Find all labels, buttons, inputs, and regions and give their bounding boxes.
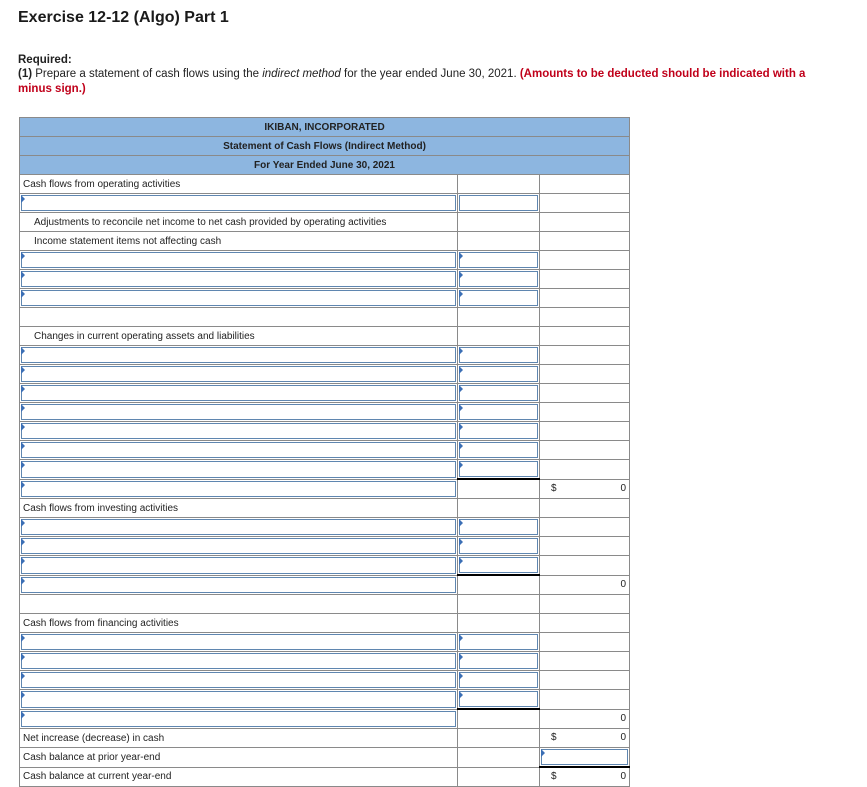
dropdown-marker-icon [459,442,463,450]
account-input[interactable] [20,422,458,441]
dropdown-marker-icon [21,366,25,374]
amount-input[interactable] [458,633,540,652]
amount-input[interactable] [458,403,540,422]
amount-input[interactable] [458,346,540,365]
dropdown-marker-icon [21,557,25,565]
dropdown-marker-icon [21,653,25,661]
dropdown-marker-icon [21,634,25,642]
page-title: Exercise 12-12 (Algo) Part 1 [18,9,229,26]
dropdown-marker-icon [21,347,25,355]
input-row [20,671,630,690]
dropdown-marker-icon [21,711,25,719]
dropdown-marker-icon [21,691,25,699]
amount-input[interactable] [458,537,540,556]
account-input[interactable] [20,270,458,289]
dropdown-marker-icon [459,271,463,279]
dropdown-marker-icon [541,749,545,757]
input-row [20,556,630,576]
input-row [20,403,630,422]
input-row [20,479,630,499]
amount-input[interactable] [458,652,540,671]
dropdown-marker-icon [459,461,463,469]
account-input[interactable] [20,556,458,576]
dropdown-marker-icon [459,366,463,374]
required-label: Required: [18,54,72,66]
net-change-label: Net increase (decrease) in cash [20,729,458,748]
dropdown-marker-icon [459,347,463,355]
adjustments-label: Adjustments to reconcile net income to net cash provided by operating activities [20,213,458,232]
dropdown-marker-icon [459,634,463,642]
changes-label: Changes in current operating assets and liabilities [20,327,458,346]
company-name: IKIBAN, INCORPORATED [20,118,630,137]
dropdown-marker-icon [459,672,463,680]
dropdown-marker-icon [459,423,463,431]
amount-input[interactable] [458,384,540,403]
dropdown-marker-icon [459,538,463,546]
required-text-2: for the year ended June 30, 2021. [340,68,520,80]
input-row [20,365,630,384]
account-input[interactable] [20,537,458,556]
dollar-sign: $ [551,732,557,743]
input-row [20,537,630,556]
dropdown-marker-icon [459,385,463,393]
account-input[interactable] [20,671,458,690]
dropdown-marker-icon [21,577,25,585]
account-input[interactable] [20,346,458,365]
amount-input[interactable] [458,690,540,710]
net-change-value: 0 [620,732,627,743]
ending-balance-value: 0 [620,771,627,782]
dropdown-marker-icon [21,290,25,298]
dollar-sign: $ [551,482,557,494]
input-row [20,709,630,729]
dropdown-marker-icon [21,461,25,469]
account-input[interactable] [20,194,458,213]
account-input[interactable] [20,479,458,499]
account-input[interactable] [20,652,458,671]
dropdown-marker-icon [21,519,25,527]
account-input[interactable] [20,289,458,308]
input-row [20,422,630,441]
amount-input[interactable] [458,289,540,308]
prior-balance-label: Cash balance at prior year-end [20,748,458,768]
operating-total [540,479,630,499]
required-note: (Amounts to be deducted should be indicated with a minus sign.) [18,68,806,95]
required-number: (1) [18,68,33,80]
financing-total-value: 0 [620,712,627,724]
input-row [20,652,630,671]
dropdown-marker-icon [21,404,25,412]
input-row [20,251,630,270]
dropdown-marker-icon [459,519,463,527]
amount-input[interactable] [458,671,540,690]
account-input[interactable] [20,384,458,403]
noncash-label: Income statement items not affecting cash [20,232,458,251]
dropdown-marker-icon [21,423,25,431]
prior-balance-input[interactable] [540,748,630,768]
operating-label: Cash flows from operating activities [20,175,458,194]
dropdown-marker-icon [459,404,463,412]
input-row [20,460,630,480]
ending-balance-label: Cash balance at current year-end [20,767,458,787]
amount-input[interactable] [458,441,540,460]
account-input[interactable] [20,633,458,652]
net-change-total [540,729,630,748]
account-input[interactable] [20,441,458,460]
account-input[interactable] [20,460,458,480]
amount-input[interactable] [458,556,540,576]
amount-input[interactable] [458,365,540,384]
cash-flow-statement [19,117,630,787]
dropdown-marker-icon [459,653,463,661]
dollar-sign: $ [551,771,557,782]
dropdown-marker-icon [21,538,25,546]
dropdown-marker-icon [21,481,25,489]
dropdown-marker-icon [21,385,25,393]
account-input[interactable] [20,709,458,729]
investing-total-value: 0 [620,578,627,590]
dropdown-marker-icon [21,195,25,203]
dropdown-marker-icon [459,557,463,565]
account-input[interactable] [20,575,458,595]
account-input[interactable] [20,403,458,422]
dropdown-marker-icon [459,290,463,298]
required-method: indirect method [262,68,341,80]
account-input[interactable] [20,251,458,270]
input-row [20,194,630,213]
financing-label: Cash flows from financing activities [20,614,458,633]
financing-total [540,709,630,729]
input-row [20,633,630,652]
account-input[interactable] [20,690,458,710]
dropdown-marker-icon [21,252,25,260]
input-row [20,384,630,403]
dropdown-marker-icon [21,672,25,680]
required-instructions [18,67,818,97]
dropdown-marker-icon [459,252,463,260]
account-input[interactable] [20,365,458,384]
investing-label: Cash flows from investing activities [20,499,458,518]
input-row [20,518,630,537]
amount-input[interactable] [458,251,540,270]
investing-total [540,575,630,595]
statement-period: For Year Ended June 30, 2021 [20,156,630,175]
dropdown-marker-icon [21,442,25,450]
amount-input[interactable] [458,460,540,480]
amount-input[interactable] [458,270,540,289]
amount-input[interactable] [458,422,540,441]
input-row [20,289,630,308]
dropdown-marker-icon [21,271,25,279]
account-input[interactable] [20,518,458,537]
required-text-1: Prepare a statement of cash flows using the [32,68,263,80]
input-row [20,270,630,289]
input-row [20,441,630,460]
statement-name: Statement of Cash Flows (Indirect Method) [20,137,630,156]
amount-input[interactable] [458,518,540,537]
input-row [20,690,630,710]
input-row [20,346,630,365]
input-row [20,575,630,595]
ending-balance-total [540,767,630,787]
operating-total-value: 0 [620,482,627,494]
dropdown-marker-icon [459,691,463,699]
amount-input[interactable] [458,194,540,213]
